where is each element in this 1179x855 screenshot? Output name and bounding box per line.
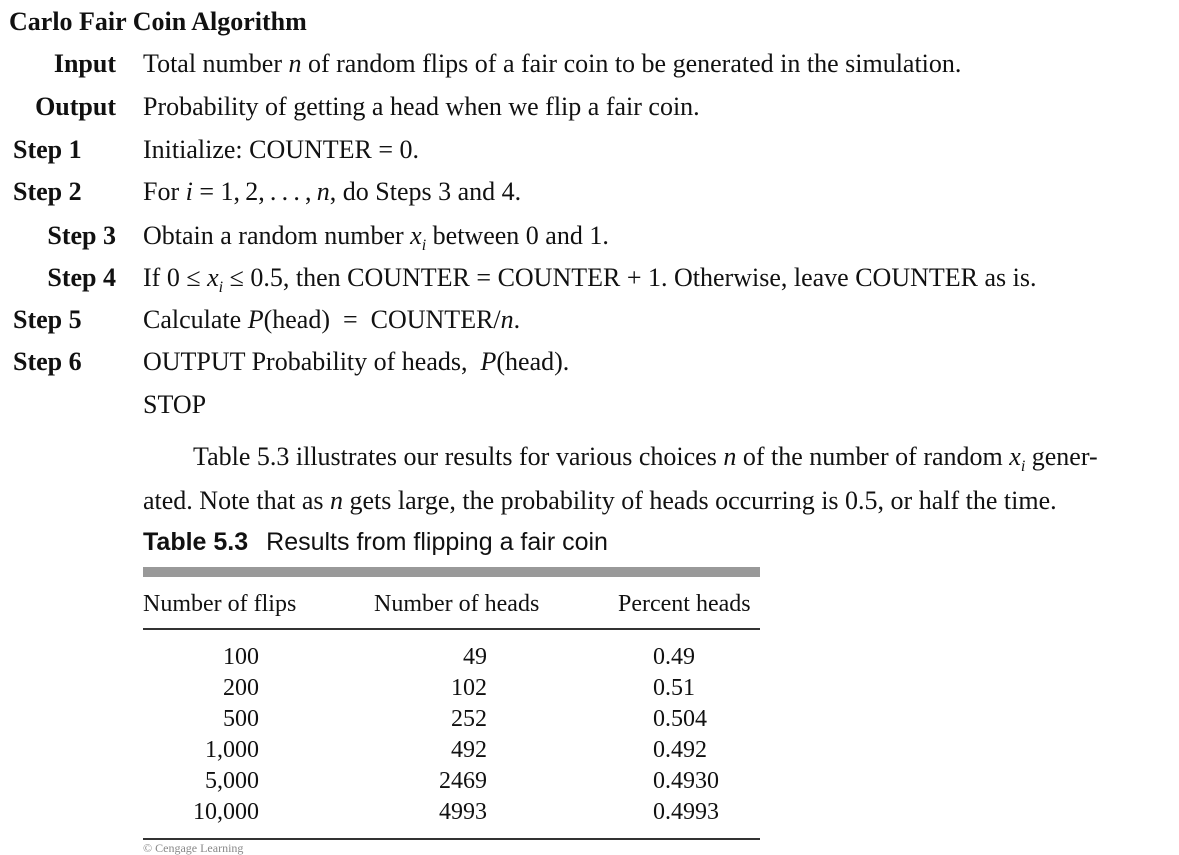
step-4-label: Step 4 bbox=[47, 263, 116, 292]
table-cell: 492 bbox=[451, 737, 487, 763]
step-1-label: Step 1 bbox=[13, 135, 82, 164]
table-cell: 1,000 bbox=[205, 737, 259, 763]
table-caption bbox=[143, 526, 608, 558]
table-cell: 0.51 bbox=[653, 675, 695, 701]
table-cell: 100 bbox=[223, 644, 259, 670]
step-6-text: OUTPUT Probability of heads, P(head). bbox=[143, 347, 570, 376]
table-cell: 252 bbox=[451, 706, 487, 732]
table-cell: 0.49 bbox=[653, 644, 695, 670]
header-percent-heads: Percent heads bbox=[618, 591, 751, 617]
table-cell: 2469 bbox=[439, 768, 487, 794]
output-label: Output bbox=[35, 92, 116, 121]
table-top-rule bbox=[143, 567, 760, 577]
table-cell: 200 bbox=[223, 675, 259, 701]
table-cell: 10,000 bbox=[193, 799, 259, 825]
step-2-label: Step 2 bbox=[13, 177, 82, 206]
table-header-rule bbox=[143, 628, 760, 630]
table-cell: 0.492 bbox=[653, 737, 707, 763]
table-cell: 4993 bbox=[439, 799, 487, 825]
table-cell: 500 bbox=[223, 706, 259, 732]
step-5-text: Calculate P(head) = COUNTER/n. bbox=[143, 305, 521, 334]
header-number-of-flips: Number of flips bbox=[143, 591, 297, 617]
copyright-fragment: © Cengage Learning bbox=[143, 841, 244, 855]
table-caption-number: Table 5.3 bbox=[143, 528, 249, 556]
output-text: Probability of getting a head when we flip a fair coin. bbox=[143, 92, 700, 121]
header-number-of-heads: Number of heads bbox=[374, 591, 540, 617]
table-cell: 49 bbox=[463, 644, 487, 670]
table-caption-text: Results from flipping a fair coin bbox=[266, 528, 608, 556]
algorithm-title: Carlo Fair Coin Algorithm bbox=[9, 7, 307, 36]
table-cell: 0.4993 bbox=[653, 799, 719, 825]
table-cell: 5,000 bbox=[205, 768, 259, 794]
table-cell: 102 bbox=[451, 675, 487, 701]
step-1-text: Initialize: COUNTER = 0. bbox=[143, 135, 420, 164]
explanatory-paragraph: Table 5.3 illustrates our results for various choices n of the number of random $x_i$ gener- ated. Note that as n gets large, the probability of heads occurring is 0.5, or half the time. bbox=[143, 442, 1098, 516]
table-cell: 0.504 bbox=[653, 706, 707, 732]
step-6-label: Step 6 bbox=[13, 347, 82, 376]
step-3-label: Step 3 bbox=[47, 221, 116, 250]
step-4-text: If $0 \le x_i \le 0.5$, then COUNTER = COUNTER + 1. Otherwise, leave COUNTER as is. bbox=[143, 263, 1037, 297]
stop-text: STOP bbox=[143, 390, 207, 419]
step-3-text: Obtain a random number $x_i$ between 0 and 1. bbox=[143, 221, 609, 255]
table-cell: 0.4930 bbox=[653, 768, 719, 794]
step-5-label: Step 5 bbox=[13, 305, 82, 334]
input-text: Total number n of random flips of a fair coin to be generated in the simulation. bbox=[143, 49, 962, 78]
table-bottom-rule bbox=[143, 838, 760, 840]
input-label: Input bbox=[53, 49, 116, 78]
step-2-text: For i = 1, 2, . . . , n, do Steps 3 and 4. bbox=[143, 177, 522, 206]
